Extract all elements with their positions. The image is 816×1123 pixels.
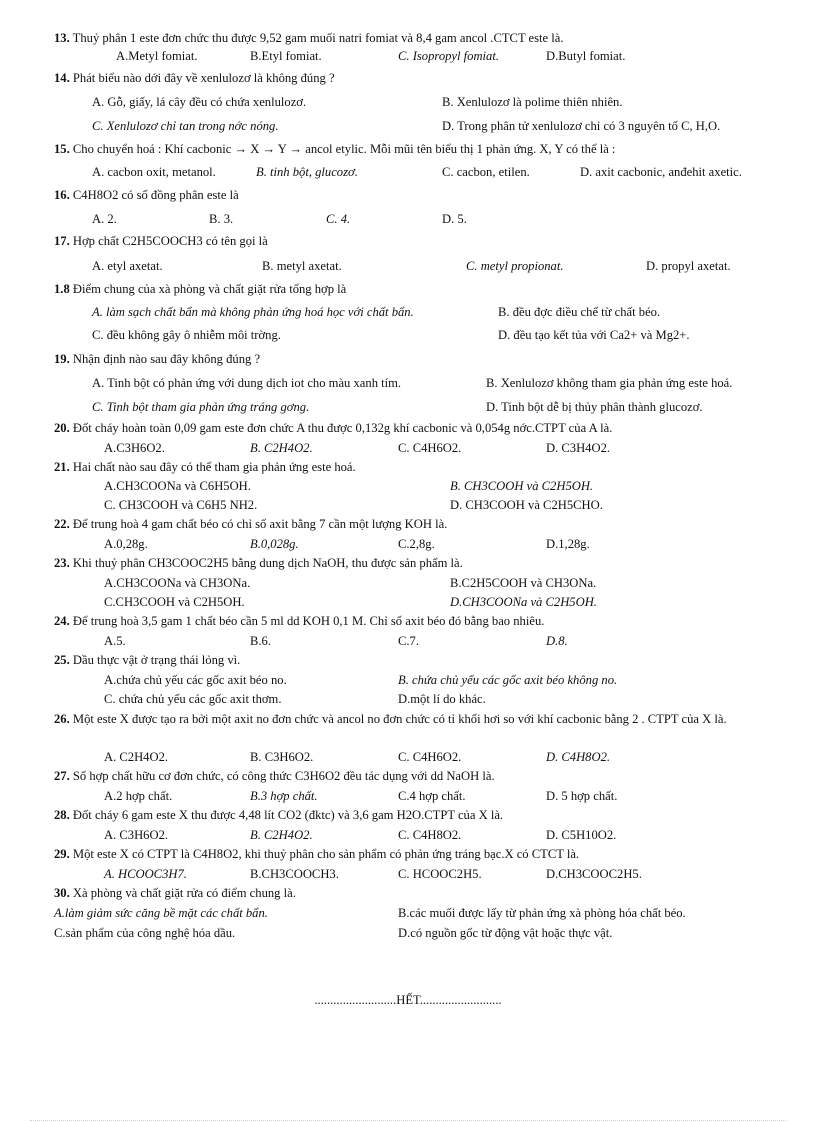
option: D.một lí do khác.: [398, 692, 486, 706]
options-24: [0, 633, 816, 650]
options-29: [0, 866, 816, 883]
question-16: 16. C4H8O2 có số đồng phân este là: [54, 188, 239, 202]
options-26: [0, 749, 816, 766]
option: D.CH3COOC2H5.: [546, 867, 642, 881]
option: C.sản phẩm của công nghệ hóa dầu.: [54, 926, 236, 940]
question-26: 26. Một este X được tạo ra bởi một axit no đơn chức và ancol no đơn chức có tỉ khối hơi so với khí cacbonic bằng 2 . CTPT của X là.: [54, 712, 727, 726]
option: B. Xenlulozơ là polime thiên nhiên.: [442, 95, 623, 109]
option: B.3 hợp chất.: [250, 789, 318, 803]
option: C.CH3COOH và C2H5OH.: [104, 595, 245, 609]
end-marker: ..........................HẾT..........................: [314, 993, 502, 1007]
question-15: 15. Cho chuyển hoá : Khí cacbonic → X → Y → ancol etylic. Mỗi mũi tên biểu thị 1 phản ứng. X, Y có thể là :: [54, 142, 616, 156]
option: A.C3H6O2.: [104, 441, 165, 455]
option: C. đều không gây ô nhiễm môi trờng.: [92, 328, 281, 342]
options-17: [0, 258, 816, 275]
question-23: 23. Khi thuỷ phân CH3COOC2H5 bằng dung dịch NaOH, thu được sản phẩm là.: [54, 556, 463, 570]
question-30: 30. Xà phòng và chất giặt rửa có điểm chung là.: [54, 886, 296, 900]
option: C. C4H8O2.: [398, 828, 462, 842]
options-13: [0, 48, 816, 65]
option: D. axit cacbonic, anđehit axetic.: [580, 165, 742, 179]
option: B.CH3COOCH3.: [250, 867, 339, 881]
options-30b: [0, 925, 816, 942]
question-14: 14. Phát biểu nào dới đây về xenlulozơ là không đúng ?: [54, 71, 335, 85]
option: D. đều tạo kết tủa với Ca2+ và Mg2+.: [498, 328, 690, 342]
option: C. Isopropyl fomiat.: [398, 49, 499, 63]
question-22: 22. Để trung hoà 4 gam chất béo có chỉ số axit bằng 7 cần một lượng KOH là.: [54, 517, 448, 531]
option: A. C2H4O2.: [104, 750, 169, 764]
question-17: 17. Hợp chất C2H5COOCH3 có tên gọi là: [54, 234, 268, 248]
option: A. Tinh bột có phản ứng với dung dịch iot cho màu xanh tím.: [92, 376, 402, 390]
option: A. C3H6O2.: [104, 828, 169, 842]
option: B. đều đợc điều chế từ chất béo.: [498, 305, 661, 319]
option: B.C2H5COOH và CH3ONa.: [450, 576, 597, 590]
option: A.làm giảm sức căng bề mặt các chất bẩn.: [54, 906, 268, 920]
question-18: 1.8 Điểm chung của xà phòng và chất giặt rửa tổng hợp là: [54, 282, 347, 296]
option: B.6.: [250, 634, 271, 648]
option: D. C3H4O2.: [546, 441, 611, 455]
option: A.5.: [104, 634, 126, 648]
options-14a: [0, 94, 816, 111]
option: A.2 hợp chất.: [104, 789, 173, 803]
option: A.CH3COONa và CH3ONa.: [104, 576, 251, 590]
options-25a: [0, 672, 816, 689]
options-23b: [0, 594, 816, 611]
option: A. 2.: [92, 212, 117, 226]
option: C. metyl propionat.: [466, 259, 564, 273]
option: B. C2H4O2.: [250, 828, 313, 842]
option: C.7.: [398, 634, 419, 648]
option: A. cacbon oxit, metanol.: [92, 165, 216, 179]
option: D. Trong phân tử xenlulozơ chỉ có 3 nguyên tố C, H,O.: [442, 119, 721, 133]
option: D. 5 hợp chất.: [546, 789, 618, 803]
option: A.chứa chủ yếu các gốc axit béo no.: [104, 673, 287, 687]
option: C.4 hợp chất.: [398, 789, 466, 803]
options-23a: [0, 575, 816, 592]
options-20: [0, 440, 816, 457]
option: B. 3.: [209, 212, 234, 226]
options-21b: [0, 497, 816, 514]
question-24: 24. Để trung hoà 3,5 gam 1 chất béo cần 5 ml dd KOH 0,1 M. Chỉ số axit béo đó bằng bao nhiêu.: [54, 614, 545, 628]
option: A. làm sạch chất bẩn mà không phản ứng hoá học với chất bẩn.: [92, 305, 414, 319]
option: A. HCOOC3H7.: [104, 867, 187, 881]
option: B. tinh bột, glucozơ.: [256, 165, 358, 179]
options-27: [0, 788, 816, 805]
question-28: 28. Đốt cháy 6 gam este X thu được 4,48 lít CO2 (đktc) và 3,6 gam H2O.CTPT của X là.: [54, 808, 504, 822]
option: B.Etyl fomiat.: [250, 49, 322, 63]
option: C. C4H6O2.: [398, 750, 462, 764]
option: C. HCOOC2H5.: [398, 867, 482, 881]
options-25b: [0, 691, 816, 708]
options-18b: [0, 327, 816, 344]
options-30a: [0, 905, 816, 922]
option: B. C3H6O2.: [250, 750, 314, 764]
option: D. CH3COOH và C2H5CHO.: [450, 498, 603, 512]
options-16: [0, 211, 816, 228]
option: D. Tinh bột dễ bị thủy phân thành glucozơ.: [486, 400, 703, 414]
option: A.Metyl fomiat.: [116, 49, 198, 63]
option: A. Gỗ, giấy, lá cây đều có chứa xenlulozơ.: [92, 95, 307, 109]
option: C. chứa chủ yếu các gốc axit thơm.: [104, 692, 282, 706]
option: B. C2H4O2.: [250, 441, 313, 455]
option: D. 5.: [442, 212, 467, 226]
option: D.có nguồn gốc từ động vật hoặc thực vật.: [398, 926, 613, 940]
options-15: [0, 164, 816, 181]
question-13: 13. Thuỷ phân 1 este đơn chức thu được 9,52 gam muối natri fomiat và 8,4 gam ancol .CTCT este là.: [54, 31, 564, 45]
question-29: 29. Một este X có CTPT là C4H8O2, khi thuỷ phân cho sản phẩm có phản ứng tráng bạc.X có CTCT là.: [54, 847, 580, 861]
option: D. C4H8O2.: [546, 750, 611, 764]
options-19a: [0, 375, 816, 392]
options-22: [0, 536, 816, 553]
question-20: 20. Đốt cháy hoàn toàn 0,09 gam este đơn chức A thu được 0,132g khí cacbonic và 0,054g nớc.CTPT của A là.: [54, 421, 613, 435]
page-divider: [30, 1120, 786, 1121]
option: A.CH3COONa và C6H5OH.: [104, 479, 251, 493]
option: D. C5H10O2.: [546, 828, 617, 842]
question-21: 21. Hai chất nào sau đây có thể tham gia phản ứng este hoá.: [54, 460, 356, 474]
option: B. metyl axetat.: [262, 259, 342, 273]
options-19b: [0, 399, 816, 416]
option: B.0,028g.: [250, 537, 299, 551]
option: C. C4H6O2.: [398, 441, 462, 455]
option: D.Butyl fomiat.: [546, 49, 626, 63]
option: C. Xenlulozơ chỉ tan trong nớc nóng.: [92, 119, 279, 133]
question-27: 27. Số hợp chất hữu cơ đơn chức, có công thức C3H6O2 đều tác dụng với dd NaOH là.: [54, 769, 495, 783]
option: C. 4.: [326, 212, 351, 226]
option: B. Xenlulozơ không tham gia phản ứng este hoá.: [486, 376, 733, 390]
question-25: 25. Dầu thực vật ở trạng thái lỏng vì.: [54, 653, 241, 667]
option: A. etyl axetat.: [92, 259, 163, 273]
option: A.0,28g.: [104, 537, 148, 551]
options-18a: [0, 304, 816, 321]
option: D.CH3COONa và C2H5OH.: [450, 595, 597, 609]
options-21a: [0, 478, 816, 495]
option: D.8.: [546, 634, 568, 648]
option: C. cacbon, etilen.: [442, 165, 530, 179]
option: D. propyl axetat.: [646, 259, 731, 273]
option: C.2,8g.: [398, 537, 435, 551]
options-14b: [0, 118, 816, 135]
option: B. CH3COOH và C2H5OH.: [450, 479, 594, 493]
option: D.1,28g.: [546, 537, 590, 551]
option: C. Tinh bột tham gia phản ứng tráng gơng.: [92, 400, 310, 414]
options-28: [0, 827, 816, 844]
option: B. chứa chủ yếu các gốc axit béo không no.: [398, 673, 618, 687]
option: B.các muối được lấy từ phản ứng xà phòng hóa chất béo.: [398, 906, 686, 920]
question-19: 19. Nhận định nào sau đây không đúng ?: [54, 352, 261, 366]
option: C. CH3COOH và C6H5 NH2.: [104, 498, 258, 512]
